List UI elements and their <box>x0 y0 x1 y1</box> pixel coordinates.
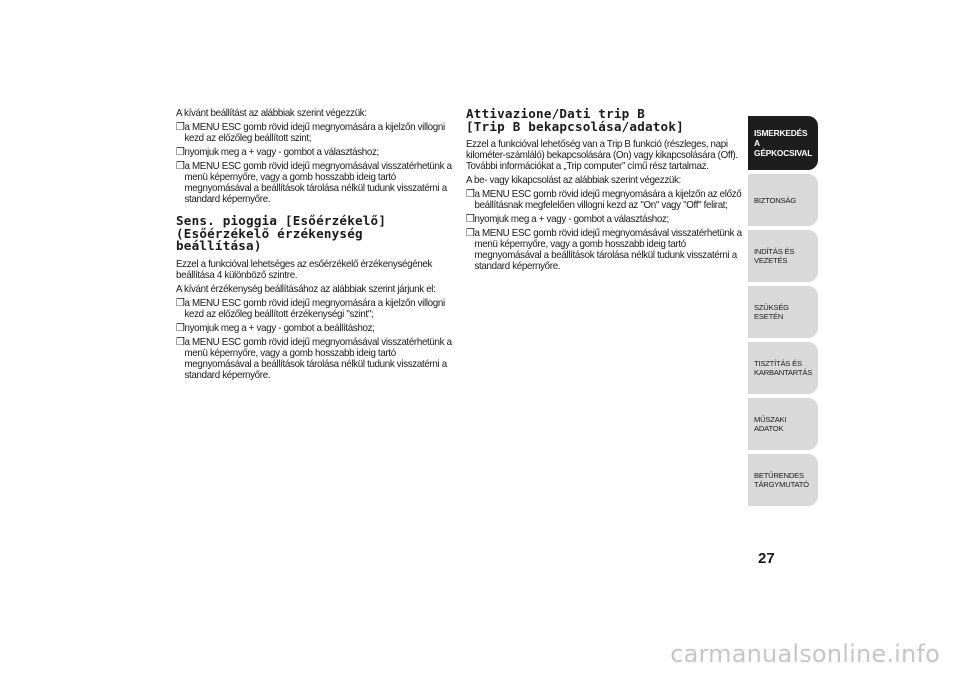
tab-label: TISZTÍTÁS ÉS KARBANTARTÁS <box>754 359 813 377</box>
steps-list-a <box>176 122 452 205</box>
steps-list-trip <box>466 189 742 272</box>
list-item: ❒a MENU ESC gomb rövid idejű megnyomására a kijelzőn villogni kezd az előzőleg beállított érzékenységi "szint"; <box>176 297 445 320</box>
intro-text: A kívánt beállítást az alábbiak szerint végezzük: <box>176 108 367 119</box>
list-item: ❒a MENU ESC gomb rövid idejű megnyomására a kijelzőn az előző beállításnak megfelelően villogni kezd az "On" vagy "Off" felirat; <box>466 189 742 212</box>
list-item: ❒a MENU ESC gomb rövid idejű megnyomásával visszatérhetünk a menü képernyőre, vagy a gomb hosszabb ideig tartó megnyomásával a beállítások tárolása nélkül tudunk visszatérni a standard képernyőre. <box>176 336 452 381</box>
tab-biztonsag[interactable] <box>748 174 818 226</box>
heading-line: (Esőérzékelő érzékenység beállítása) <box>176 225 363 254</box>
tab-szukseg[interactable] <box>748 286 818 338</box>
list-item: ❒nyomjuk meg a + vagy - gombot a választáshoz; <box>176 147 379 158</box>
checkbox-bullet-icon: ❒ <box>176 122 185 133</box>
tab-label: BETŰRENDES TÁRGYMUTATÓ <box>754 471 809 489</box>
checkbox-bullet-icon: ❒ <box>466 228 475 240</box>
checkbox-bullet-icon: ❒ <box>176 147 185 158</box>
list-item: ❒nyomjuk meg a + vagy - gombot a választáshoz; <box>466 214 669 226</box>
list-item: ❒a MENU ESC gomb rövid idejű megnyomásával visszatérhetünk a menü képernyőre, vagy a gomb hosszabb ideig tartó megnyomásával a beállítások tárolása nélkül tudunk visszatérni a standard képernyőre. <box>466 228 742 273</box>
chapter-sidebar <box>748 116 818 510</box>
heading-line: Sens. pioggia [Esőérzékelő] <box>176 213 387 228</box>
list-item: ❒a MENU ESC gomb rövid idejű megnyomására a kijelzőn villogni kezd az előzőleg beállított szint; <box>176 122 445 144</box>
tab-label: SZÜKSÉG ESETÉN <box>754 303 789 321</box>
section-heading-rain-sensor <box>176 215 452 253</box>
watermark: carmanualsonline.info <box>670 640 940 668</box>
checkbox-bullet-icon: ❒ <box>176 161 185 172</box>
heading-line: [Trip B bekapcsolása/adatok] <box>466 118 684 134</box>
checkbox-bullet-icon: ❒ <box>466 214 475 226</box>
paragraph: Ezzel a funkcióval lehetséges az esőérzékelő érzékenységének beállítása 4 különböző szintre. <box>176 258 433 281</box>
page-number: 27 <box>758 550 775 567</box>
tab-tisztitas[interactable] <box>748 342 818 394</box>
paragraph: A kívánt érzékenység beállításához az alábbiak szerint járjunk el: <box>176 283 436 295</box>
list-item: ❒nyomjuk meg a + vagy - gombot a beállításhoz; <box>176 322 375 334</box>
tab-inditas[interactable] <box>748 230 818 282</box>
checkbox-bullet-icon: ❒ <box>176 322 185 334</box>
tab-muszaki[interactable] <box>748 398 818 450</box>
paragraph: A be- vagy kikapcsolást az alábbiak szerint végezzük: <box>466 175 681 187</box>
tab-label: INDÍTÁS ÉS VEZETÉS <box>754 247 795 265</box>
paragraph: Ezzel a funkcióval lehetőség van a Trip B funkció (részleges, napi kilométer-számláló) bekapcsolására (On) vagy kikapcsolására (Off). További információkat a „Trip computer” című rész tartalmaz. <box>466 139 738 173</box>
tab-label: ISMERKEDÉS A GÉPKOCSIVAL <box>754 128 813 158</box>
tab-ismerkedes[interactable] <box>748 116 818 170</box>
tab-label: MŰSZAKI ADATOK <box>754 415 787 433</box>
section-heading-trip-b <box>466 108 742 133</box>
list-item: ❒a MENU ESC gomb rövid idejű megnyomásával visszatérhetünk a menü képernyőre, vagy a gomb hosszabb ideig tartó megnyomásával a beállítások tárolása nélkül tudunk visszatérni a standard képernyőre. <box>176 161 452 205</box>
middle-column <box>466 108 742 275</box>
heading-line: Attivazione/Dati trip B <box>466 106 645 121</box>
checkbox-bullet-icon: ❒ <box>176 336 185 348</box>
steps-list-b <box>176 298 452 381</box>
checkbox-bullet-icon: ❒ <box>176 297 185 309</box>
checkbox-bullet-icon: ❒ <box>466 189 475 201</box>
tab-label: BIZTONSÁG <box>754 195 796 205</box>
left-column <box>176 108 452 384</box>
tab-targymutato[interactable] <box>748 454 818 506</box>
